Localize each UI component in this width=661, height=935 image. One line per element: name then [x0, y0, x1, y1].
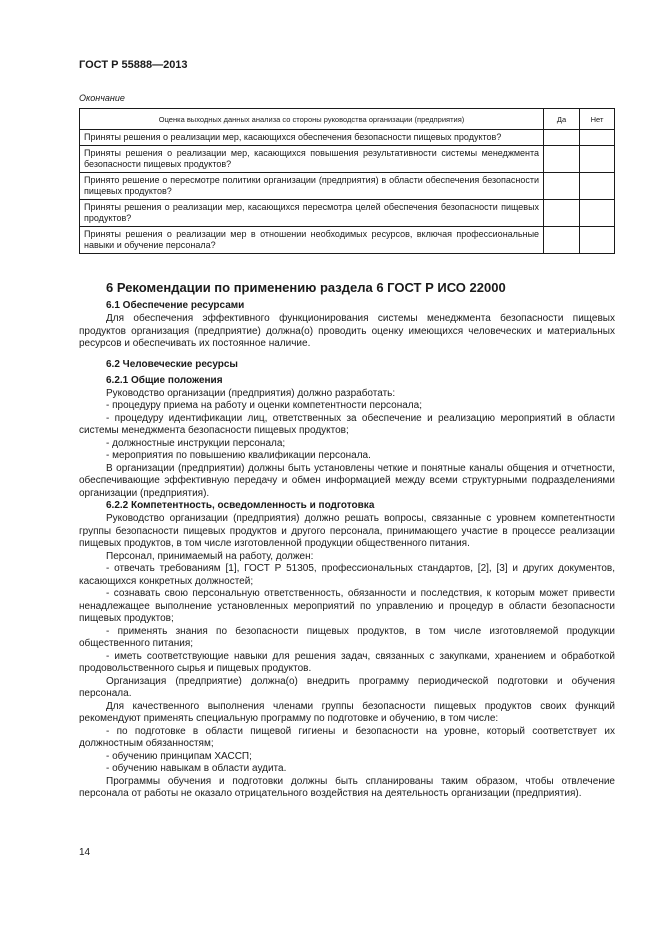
table-header-no: Нет	[580, 109, 615, 130]
table-cell-no	[580, 227, 615, 254]
table-cell-yes	[544, 200, 580, 227]
table-cell-no	[580, 130, 615, 146]
paragraph: Руководство организации (предприятия) должно решать вопросы, связанные с уровнем компетентности группы безопасности пищевых продуктов и другого персонала, принимающего участие в процессе реализации пищевых продуктов, в том числе изготовленной продукции общественного питания.	[79, 513, 615, 549]
table-cell-no	[580, 146, 615, 173]
list-item: - иметь соответствующие навыки для решения задач, связанных с закупками, хранением и обработкой продовольственного сырья и пищевых продуктов.	[79, 650, 615, 674]
section-6-body	[79, 280, 615, 801]
table-cell-question: Приняты решения о реализации мер, касающихся повышения результативности системы менеджмента безопасности пищевых продуктов?	[80, 146, 544, 173]
list-item: - обучению принципам ХАССП;	[106, 750, 252, 762]
page-number: 14	[79, 847, 91, 858]
list-item: - отвечать требованиям [1], ГОСТ Р 51305, профессиональных стандартов, [2], [3] и других документов, касающихся конкретных должностей;	[79, 563, 615, 587]
list-item: - по подготовке в области пищевой гигиены и безопасности на уровне, который соответствует их должностным обязанностям;	[79, 725, 615, 749]
list-item: - обучению навыкам в области аудита.	[106, 763, 287, 774]
section-6-2-2-title: 6.2.2 Компетентность, осведомленность и подготовка	[106, 500, 375, 511]
table-cell-question: Приняты решения о реализации мер, касающихся обеспечения безопасности пищевых продуктов?	[80, 130, 544, 146]
list-item: - применять знания по безопасности пищевых продуктов, в том числе изготовляемой продукции общественного питания;	[79, 625, 615, 649]
table-header-yes: Да	[544, 109, 580, 130]
table-cell-yes	[544, 227, 580, 254]
evaluation-table	[79, 108, 615, 254]
table-cell-no	[580, 173, 615, 200]
table-row	[80, 130, 615, 146]
paragraph: Персонал, принимаемый на работу, должен:	[106, 550, 314, 562]
table-continuation-label: Окончание	[79, 93, 125, 103]
table-cell-question: Приняты решения о реализации мер, касающихся пересмотра целей обеспечения безопасности пищевых продуктов?	[80, 200, 544, 227]
table-cell-yes	[544, 146, 580, 173]
list-item: - процедуру приема на работу и оценки компетентности персонала;	[106, 400, 422, 411]
list-item: - процедуру идентификации лиц, ответственных за обеспечение и реализацию мероприятий в области системы менеджмента безопасности пищевых продуктов;	[79, 412, 615, 436]
list-item: - должностные инструкции персонала;	[106, 437, 286, 449]
table-row	[80, 146, 615, 173]
table-row	[80, 200, 615, 227]
document-header: ГОСТ Р 55888—2013	[79, 59, 188, 71]
paragraph: Для качественного выполнения членами группы безопасности пищевых продуктов своих функций рекомендуют применять специальную программу по подготовке и обучению, в том числе:	[79, 700, 615, 724]
table-header-question: Оценка выходных данных анализа со стороны руководства организации (предприятия)	[80, 109, 544, 130]
paragraph: В организации (предприятии) должны быть установлены четкие и понятные каналы общения и отчетности, обеспечивающие эффективную передачу и обмен информацией между всеми структурными подразделениями организации (предприятия).	[79, 462, 615, 499]
table-cell-no	[580, 200, 615, 227]
table-cell-question: Приняты решения о реализации мер в отношении необходимых ресурсов, включая профессиональные навыки и обучение персонала?	[80, 227, 544, 254]
table-row	[80, 227, 615, 254]
list-item: - мероприятия по повышению квалификации персонала.	[106, 450, 371, 461]
paragraph: Организация (предприятие) должна(о) внедрить программу периодической подготовки и обучения персонала.	[79, 675, 615, 699]
table-cell-yes	[544, 173, 580, 200]
section-6-2-1-title: 6.2.1 Общие положения	[106, 374, 223, 386]
list-item: - сознавать свою персональную ответственность, обязанности и последствия, к которым может привести ненадлежащее выполнение установленных мероприятий по управлению и процедур в области безопасности пищевых продуктов;	[79, 588, 615, 624]
table-header-row	[80, 109, 615, 130]
section-6-title: 6 Рекомендации по применению раздела 6 ГОСТ Р ИСО 22000	[106, 280, 506, 295]
table-row	[80, 173, 615, 200]
paragraph: Руководство организации (предприятия) должно разработать:	[106, 387, 396, 399]
section-6-2-title: 6.2 Человеческие ресурсы	[106, 358, 238, 370]
section-6-1-title: 6.1 Обеспечение ресурсами	[106, 300, 245, 311]
table-cell-question: Принято решение о пересмотре политики организации (предприятия) в области обеспечения безопасности пищевых продуктов?	[80, 173, 544, 200]
paragraph: Для обеспечения эффективного функционирования системы менеджмента безопасности пищевых продуктов организация (предприятие) должна(о) проводить оценку имеющихся человеческих и материальных ресурсов и обеспечивать их постоянное наличие.	[79, 313, 615, 349]
table-cell-yes	[544, 130, 580, 146]
paragraph: Программы обучения и подготовки должны быть спланированы таким образом, чтобы отвлечение персонала от работы не оказало отрицательного воздействия на деятельность организации (предприятия).	[79, 775, 615, 799]
